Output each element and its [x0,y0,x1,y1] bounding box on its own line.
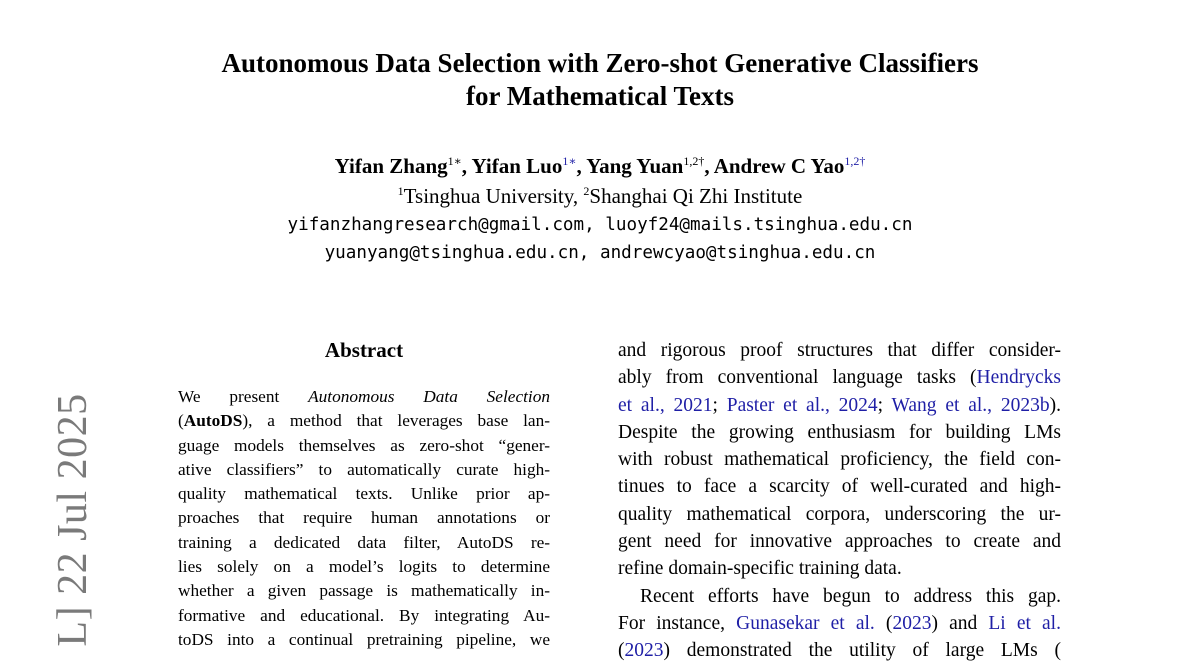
author-name: Yang Yuan [586,154,684,178]
abstract-line: whether a given passage is mathematically in- [178,581,550,601]
paper-title [0,47,1200,113]
bold-term: AutoDS [183,411,243,431]
body-column [618,337,1061,665]
author-affil-marker: 1,2† [683,154,705,168]
author-name: Andrew C Yao [713,154,845,178]
body-line: with robust mathematical proficiency, the field con- [618,449,1061,471]
email-line: yuanyang@tsinghua.edu.cn, andrewcyao@tsinghua.edu.cn [324,243,876,263]
emphasis-term: Autonomous Data Selection [308,387,550,406]
arxiv-stamp: L] 22 Jul 2025 [50,393,96,647]
body-line: (2023) demonstrated the utility of large LMs ( [618,640,1061,662]
body-line: tinues to face a scarcity of well-curated and high- [618,476,1061,498]
title-line-1: Autonomous Data Selection with Zero-shot Generative Classifiers [221,48,979,78]
citation-link[interactable]: 2023 [624,640,664,662]
author-name: Yifan Zhang [334,154,448,178]
author-emails [0,211,1200,267]
body-line: gent need for innovative approaches to create and [618,531,1061,553]
affil-marker: 1 [397,184,404,198]
abstract-body [178,385,550,652]
abstract-heading: Abstract [324,338,404,362]
author-name: Yifan Luo [471,154,563,178]
citation-link[interactable]: Gunasekar et al. [736,612,875,634]
abstract-line: We present Autonomous Data Selection [178,387,550,406]
abstract-line: proaches that require human annotations or [178,508,550,528]
abstract-line: quality mathematical texts. Unlike prior ap- [178,484,550,504]
email-line: yifanzhangresearch@gmail.com, luoyf24@mails.tsinghua.edu.cn [287,215,913,235]
body-line: et al., 2021; Paster et al., 2024; Wang et al., 2023b). [618,394,1061,416]
affil-marker: 2 [583,184,590,198]
author-list: Yifan Zhang$^{1∗}$, Yifan Luo$^{1∗}$, Yang Yuan$^{1,2\dagger}$, Andrew C Yao$^{1,2\dagger}$ [334,154,866,178]
citation-link[interactable]: Li et al. [988,612,1061,634]
affiliation-name: Tsinghua University, [403,184,584,208]
abstract-line: ative classifiers” to automatically curate high- [178,459,550,479]
citation-link[interactable]: Hendrycks [976,367,1061,389]
abstract-line: (AutoDS), a method that leverages base lan- [178,411,550,431]
citation-link[interactable]: Wang et al., 2023b [891,394,1050,416]
body-line: Despite the growing enthusiasm for building LMs [618,421,1061,443]
abstract-line: toDS into a continual pretraining pipeline, we [178,629,550,649]
author-affil-marker[interactable]: 1∗ [562,154,577,168]
author-affil-marker: 1∗ [447,154,462,168]
affiliation-name: Shanghai Qi Zhi Institute [589,184,803,208]
abstract-line: guage models themselves as zero-shot “gener- [178,435,550,455]
body-line: Recent efforts have begun to address this gap. [640,585,1061,607]
abstract-line: training a dedicated data filter, AutoDS re- [178,532,550,552]
body-line: For instance, Gunasekar et al. (2023) and Li et al. [618,612,1061,634]
abstract-line: formative and educational. By integrating Au- [178,605,550,625]
affiliations [0,182,1200,210]
citation-link[interactable]: et al., 2021 [618,394,713,416]
body-line: refine domain-specific training data. [618,558,902,580]
abstract-line: lies solely on a model’s logits to determine [178,557,550,577]
citation-link[interactable]: 2023 [892,612,932,634]
citation-link[interactable]: Paster et al., 2024 [726,394,878,416]
body-line: and rigorous proof structures that differ consider- [618,340,1061,361]
author-affil-marker[interactable]: 1,2† [844,154,866,168]
body-line: ably from conventional language tasks (Hendrycks [618,367,1061,389]
title-line-2: for Mathematical Texts [466,81,734,111]
body-line: quality mathematical corpora, underscoring the ur- [618,503,1061,525]
